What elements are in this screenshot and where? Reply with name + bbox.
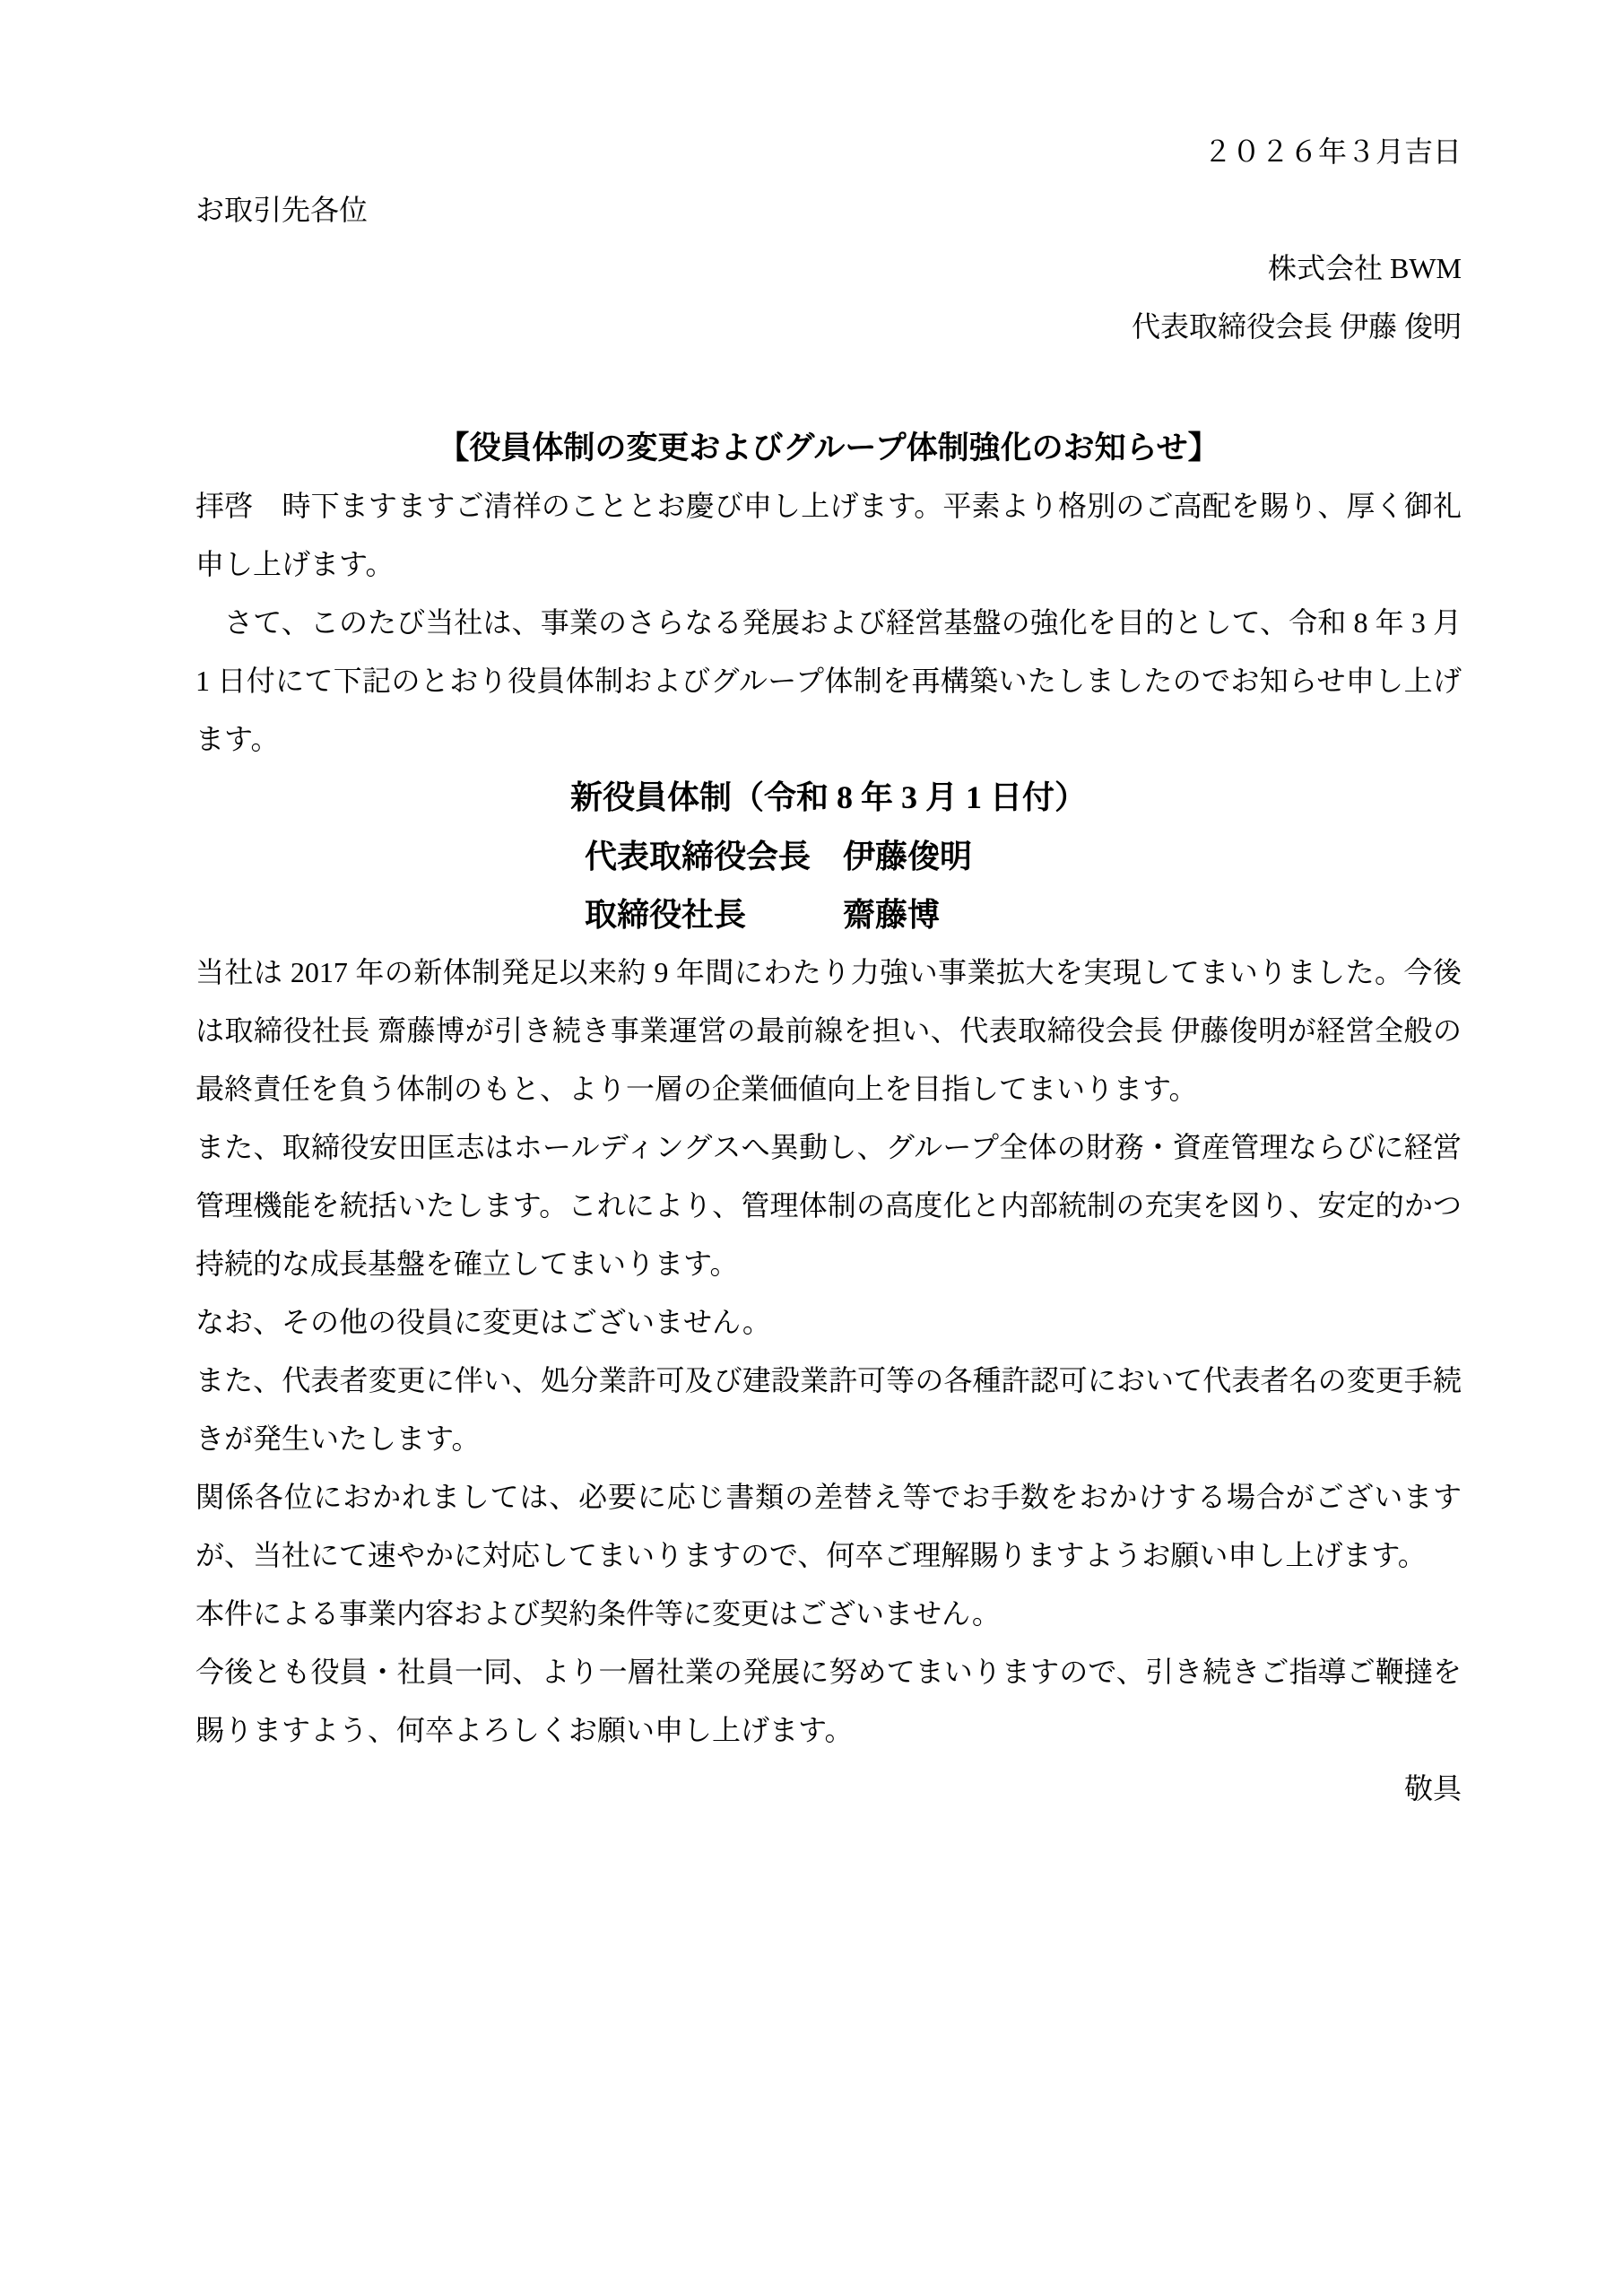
date-line: ２０２６年３月吉日 [1202, 135, 1462, 168]
license-paragraph: また、代表者変更に伴い、処分業許可及び建設業許可等の各種許認可において代表者名の変更手続きが発生いたします。 [195, 1364, 1462, 1455]
letter-title: 【役員体制の変更およびグループ体制強化のお知らせ】 [438, 430, 1219, 465]
officer-name: 齋藤博 [843, 896, 941, 933]
greeting-paragraph: 拝啓 時下ますますご清祥のこととお慶び申し上げます。平素より格別のご高配を賜り、厚く御礼申し上げます。 [195, 490, 1462, 580]
officer-name: 伊藤俊明 [843, 838, 973, 874]
outro-paragraph: 今後とも役員・社員一同、より一層社業の発展に努めてまいりますので、引き続きご指導ご鞭撻を賜りますよう、何卒よろしくお願い申し上げます。 [195, 1656, 1462, 1746]
intro-paragraph: さて、このたび当社は、事業のさらなる発展および経営基盤の強化を目的として、令和 8 年 3 月 1 日付にて下記のとおり役員体制およびグループ体制を再構築いたしましたのでお知らせ申し上げます。 [195, 606, 1462, 755]
officer-line-president [195, 885, 1462, 944]
closing-keigu: 敬具 [1403, 1772, 1462, 1805]
officer-role: 取締役社長 [585, 896, 747, 933]
holdings-paragraph: また、取締役安田匡志はホールディングスへ異動し、グループ全体の財務・資産管理ならびに経営管理機能を統括いたします。これにより、管理体制の高度化と内部統制の充実を図り、安定的かつ持続的な成長基盤を確立してまいります。 [195, 1131, 1462, 1280]
officer-role: 代表取締役会長 [585, 838, 812, 874]
request-paragraph: 関係各位におかれましては、必要に応じ書類の差替え等でお手数をおかけする場合がございますが、当社にて速やかに対応してまいりますので、何卒ご理解賜りますようお願い申し上げます。 [195, 1481, 1462, 1571]
officer-line-chairman [195, 827, 1462, 885]
no-other-changes-paragraph: なお、その他の役員に変更はございません。 [195, 1306, 771, 1338]
sender-representative: 代表取締役会長 伊藤 俊明 [1131, 310, 1462, 343]
addressee: お取引先各位 [195, 194, 369, 226]
no-contract-changes-paragraph: 本件による事業内容および契約条件等に変更はございません。 [195, 1597, 1001, 1630]
new-structure-block [195, 769, 1462, 944]
new-structure-heading: 新役員体制（令和 8 年 3 月 1 日付） [569, 779, 1087, 815]
sender-company: 株式会社 BWM [1267, 252, 1462, 284]
history-paragraph: 当社は 2017 年の新体制発足以来約 9 年間にわたり力強い事業拡大を実現してまいりました。今後は取締役社長 齋藤博が引き続き事業運営の最前線を担い、代表取締役会長 伊藤俊明が経営全般の最終責任を負う体制のもと、より一層の企業価値向上を目指してまいります。 [195, 956, 1462, 1105]
